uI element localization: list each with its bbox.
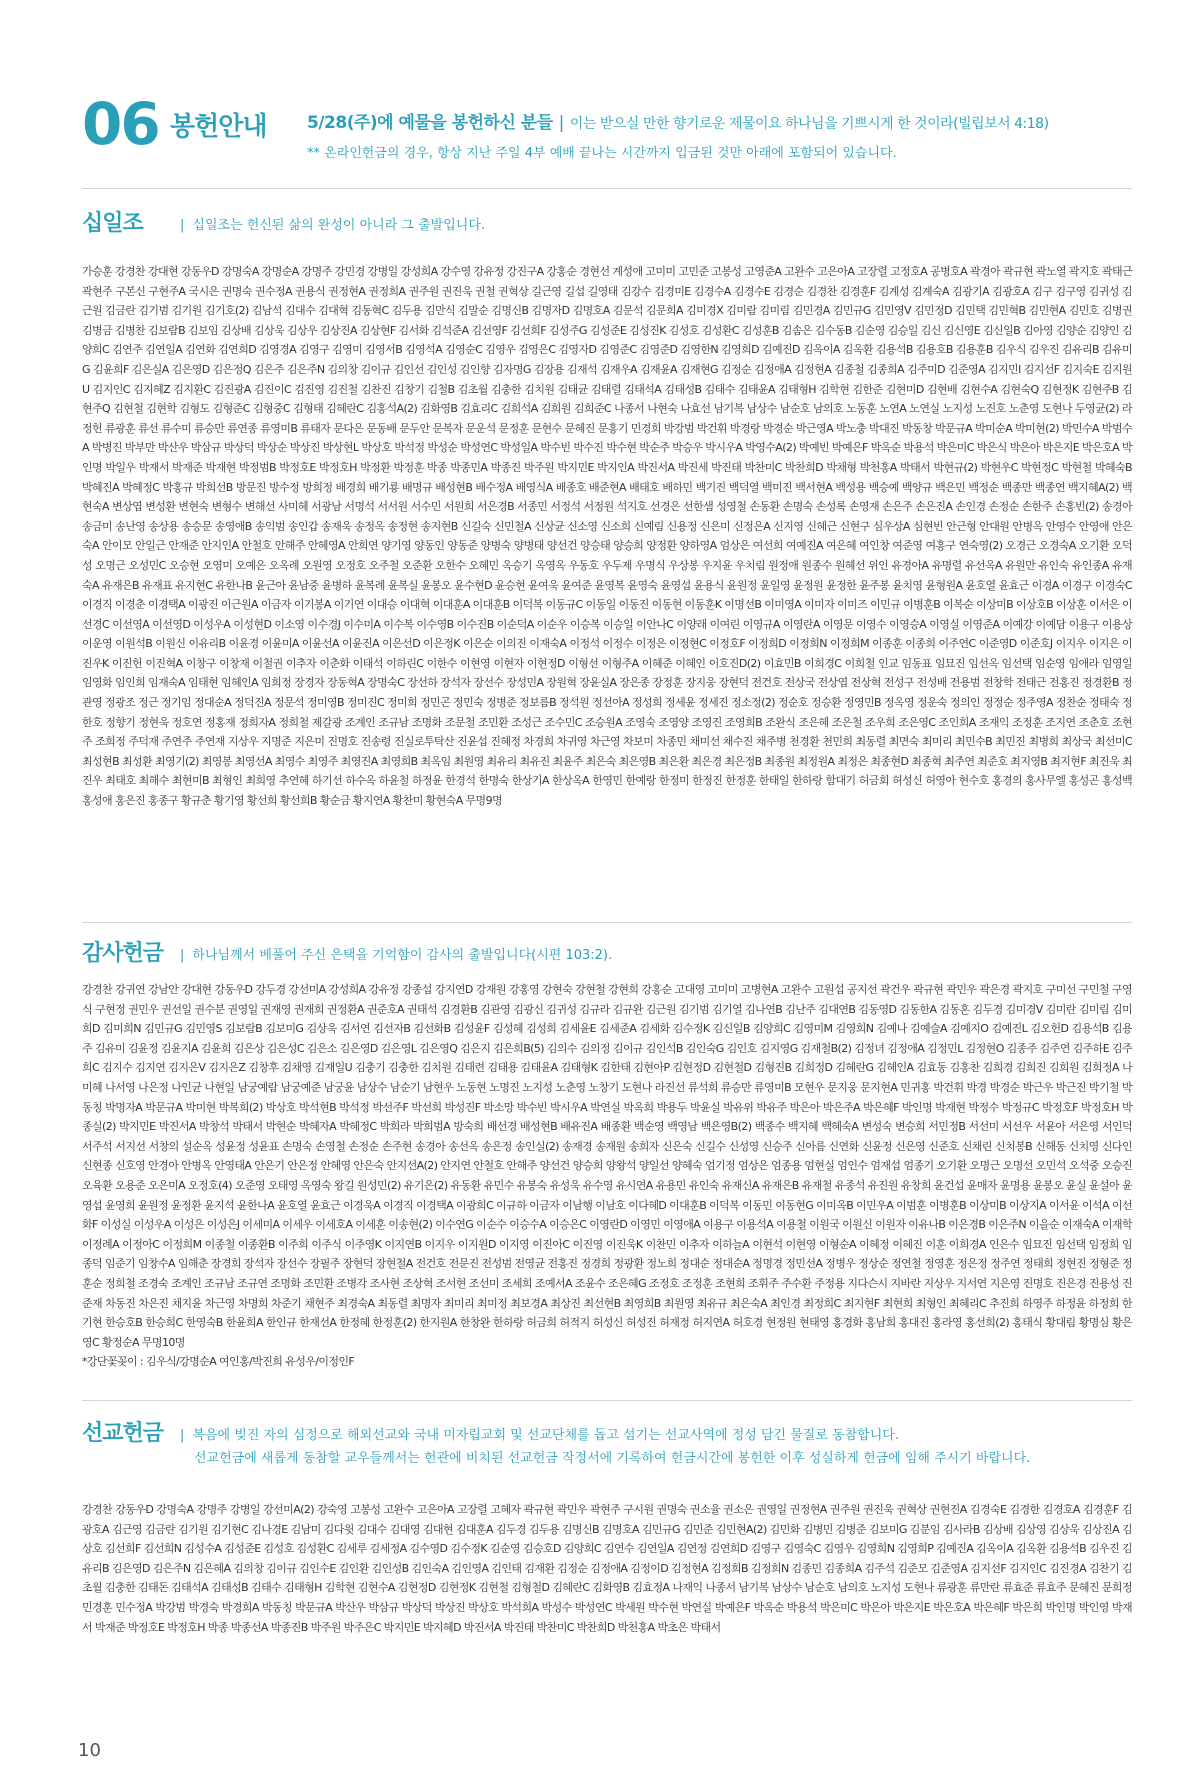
divider: [82, 922, 1132, 923]
missions-description-2: 선교헌금에 새롭게 동참할 교우들께서는 헌관에 비치된 선교헌금 작정서에 기록하여 헌금시간에 봉헌한 이후 성실하게 헌금에 임해 주시기 바랍니다.: [194, 1451, 1031, 1466]
tithe-description-line: [180, 214, 485, 233]
header-subtitle: 5/28(주)에 예물을 봉헌하신 분들: [307, 113, 553, 133]
divider: [82, 188, 1132, 189]
thanks-description-line: [180, 944, 612, 963]
online-offering-note: ** 온라인헌금의 경우, 항상 지난 주일 4부 예배 끝나는 시간까지 입금된 것만 아래에 포함되어 있습니다.: [307, 146, 897, 161]
thanks-names: [82, 980, 1132, 1372]
separator: |: [180, 948, 185, 963]
section-title: 봉헌안내: [170, 112, 267, 142]
separator: |: [180, 1428, 185, 1443]
divider: [82, 1400, 1132, 1401]
missions-title: 선교헌금: [82, 1421, 164, 1446]
thanks-names-text: 강경찬 강귀연 강남안 강대현 강동우D 강두경 강선미A 강성희A 강유정 강종섭 강지연D 강재원 강홍영 강현숙 강현철 강현희 강홍순 고대영 고미미 고병현A 고완수 고원섭 공지선 곽건우 곽규현 곽민우 곽은경 곽지호 구미선 구민철 구영식 구현정 권민우 권선일 권수분 권영일 권재영 권재희 권정환A 권준호A 권태석 김경환B 김관영 김광신 김귀성 김규라 김규완 김근원 김기범 김기열 김나연B 김난주 김대연B 김동영D 김동한A 김동혼 김두경 김미경V 김미란 김미림 김미희D 김미희N 김민규G 김민영S 김보람B 김보미G 김상욱 김서연 김선자B 김선화B 김성윤F 김성혜 김성희 김세윤E 김세준A 김세화 김수정K 김신일B 김양희C 김영미M 김영희N 김예나 김예슬A 김예지O 김예진L 김오헌D 김용석B 김용주 김유미 김윤정 김윤지A 김윤희 김은상 김은성C 김은소 김은영D 김은영L 김은영Q 김은지 김은희B(5) 김의수 김의정 김이규 김인석B 김인숙G 김인호 김지영G 김재철B(2) 김정녀 김정애A 김정민L 김정현O 김종주 김주연 김주하E 김주희C 김지수 김지연 김지은V 김지은Z 김창후 김채영 김재일U 김충기 김충한 김치원 김태련 김태용 김태윤A 김태형K 김한태 김현아P 김현정D 김현철D 김형진B 김희정D 김혜란G 김혜인A 김효동 김홍찬 김희경 김희진 김희원 김희정A 나미혜 나서영 나은정 나인균 나현일 남궁예람 남궁예준 남궁윤 남상수 남순기 남현우 노동현 노명진 노지성 노춘영 노창기 도현나 라진선 류석희 류승만 류영미B 모현우 문지웅 문지현A 민귀홍 박건휘 박경 박경순 박근우 박근진 박기철 박동칭 박명자A 박문규A 박미현 박복희(2) 박상호 박석현B 박석정 박선주F 박선희 박성진F 박소망 박수빈 박시우A 박연실 박옥희 박용두 박윤실 박유위 박유주 박은아 박은주A 박은혜F 박인명 박재현 박정수 박정규C 박정호F 박정호H 박종실(2) 박지민E 박진서A 박창석 박태서 박현순 박혜자A 박혜정C 박희라 박희범A 방숙희 배선경 배성현B 배유진A 배종환 백순영 백영남 백은영B(2) 백종수 백지혜 백혜숙A 변성숙 변승희 서민정B 서선미 서선우 서윤아 서은영 서인덕 서주석 서지선 서창의 설순옥 성윤정 성윤표 손명숙 손영철 손정순 손주현 송경아 송선옥 송은정 송인실(2) 송재경 송재원 송희자 신은숙 신길수 신성영 신승주 신아름 신연화 신윤정 신은영 신준호 신채린 신치봉B 신해동 신치영 신다인 신현종 신호영 안경아 안병옥 안영태A 안은기 안은정 안혜영 안은숙 안지선A(2) 안지연 안철호 안해주 양선건 양승희 양왕석 양일선 양혜숙 엄기정 엄상은 엄종용 엄현실 엄인수 엄재섭 엄종기 오기환 오명근 오명선 오민석 오석중 오승진 오육환 오용준 오은미A 오정호(4) 오준영 오태영 옥영숙 왕길 원성민(2) 유기은(2) 유동환 유민수 유봉숙 유성욱 유수영 유시연A 유용민 유인숙 유재신A 유재은B 유재철 유종석 유진원 유창희 윤건섭 윤매자 윤명용 윤봉오 윤실 윤설아 윤영섭 윤영희 윤원정 윤정환 윤지석 윤한나A 윤호열 윤효근 이경욱A 이경직 이경택A 이광희C 이규하 이금자 이남행 이남호 이다혜D 이대훈B 이덕복 이동민 이동현G 이미옥B 이민우A 이범훈 이병훈B 이상미B 이상지A 이서윤 이석A 이선화F 이성실 이성우A 이성은 이성은J 이세미A 이세우 이세호A 이세훈 이송현(2) 이수연G 이순수 이승수A 이승은C 이영란D 이영민 이영애A 이용구 이용석A 이용철 이원국 이원신 이원자 이유나B 이은경B 이은주N 이을순 이재숙A 이재학 이정례A 이정아C 이정희M 이종철 이종환B 이주희 이주식 이주영K 이지연B 이지우 이지원D 이지영 이진아C 이진영 이진욱K 이찬민 이추자 이하늘A 이현석 이현영 이형순A 이혜정 이혜진 이훈 이희경A 인은수 임묘진 임선택 임정희 임종덕 임준기 임창수A 임해춘 장경희 장석자 장선수 장필주 장현덕 장현철A 전건호 전문진 전성범 전영균 전홍진 정경희 정광환 정노희 정대순 정대순A 정명경 정민선A 정병우 정상순 정연철 정영훈 정은정 정주연 정태희 정현진 정형준 정훈순 정희철 조경숙 조계인 조규남 조규연 조명화 조민환 조병각 조사현 조상혁 조서현 조선미 조세희 조예서A 조윤수 조은혜G 조정호 조정훈 조현희 조휘주 주수환 주정용 지다슨시 지바란 지상우 지서연 지은영 진명호 진은경 진용성 진준재 차동진 차은진 채지윤 차근영 차명희 차준기 채현주 최경숙A 최동렬 최명자 최미리 최미정 최보경A 최상진 최선현B 최영희B 최원영 최유규 최은숙A 최인경 최정희C 최지현F 최현희 최형인 최혜리C 추진희 하영주 하정윤 하정희 한기현 한승호B 한승희C 한영숙B 한윤희A 한인규 한재선A 한정혜 한정훈(2) 한지원A 한창완 한하랑 허금희 허적지 허성신 허성진 허재정 허지연A 허호경 현정원 현태영 홍경화 홍남희 홍대진 홍라영 홍선희(2) 홍태식 황대림 황명심 황은영C 황정순A 무명10명: [82, 983, 1132, 1349]
page-header: [82, 92, 1142, 180]
section-number: 06: [82, 90, 159, 158]
tithe-description: 십일조는 헌신된 삶의 완성이 아니라 그 출발입니다.: [192, 218, 486, 233]
separator: |: [558, 113, 564, 133]
missions-description-block: [180, 1424, 1030, 1470]
missions-description: 복음에 빚진 자의 심정으로 해외선교와 국내 미자립교회 및 선교단체를 돕고 섬기는 선교사역에 정성 담긴 물질로 동참합니다.: [192, 1428, 899, 1443]
tithe-names: 가승훈 강경찬 강대현 강동우D 강명숙A 강명순A 강명주 강민경 강병일 강성희A 강수영 강유정 강진구A 강홍순 경현선 계성애 고미미 고민준 고봉성 고영준A 고완수 고은아A 고장렬 고정호A 공병호A 곽경아 곽규현 곽노열 곽지호 곽태근 곽현주 구본신 구현주A 국시은 권명숙 권수정A 권용식 권정현A 권정희A 권주원 권진욱 권철 권혁상 길근영 길섭 길영태 김강수 김경미E 김경수A 김경수E 김경순 김경찬 김경훈F 김계성 김계숙A 김광기A 김광호A 김구 김구영 김귀성 김근원 김금란 김기범 김기원 김기호(2) 김남석 김대수 김대혁 김동혁C 김두용 김만식 김말순 김명신B 김명자D 김명호A 김문석 김문희A 김미경X 김미람 김미림 김민경A 김민규G 김민영V 김민정D 김민택 김민혁B 김민현A 김민호 김병권 김병금 김병찬 김보람B 김보임 김상배 김상욱 김상우 김상진A 김상현F 김서화 김석준A 김선영F 김선희F 김성주G 김성준E 김성진K 김성호 김성환C 김성훈B 김솜은 김수동B 김순영 김승일 김신 김신영E 김신일B 김아영 김양순 김양인 김양희C 김연주 김연일A 김연화 김연희D 김영경A 김영구 김영미 김영서B 김영석A 김영순C 김영우 김영은C 김영자D 김영준C 김영준D 김영한N 김영희D 김예진D 김옥이A 김옥환 김용석B 김용호B 김용훈B 김우식 김우진 김유리B 김유미G 김윤희F 김은실A 김은영D 김은정Q 김은주 김은주N 김의창 김이규 김인선 김인성 김인향 김자명G 김장용 김재석 김재우A 김재윤A 김재현G 김정순 김정애A 김정현A 김종철 김종희A 김주미D 김준영A 김지민I 김지선F 김지숙E 김지원U 김지인C 김지혜Z 김지환C 김진광A 김진이C 김진영 김진철 김찬진 김창기 김철B 김초월 김충한 김치원 김태균 김태렬 김태석A 김태성B 김태수 김태윤A 김태형H 김학현 김한준 김현미D 김현배 김현수A 김현숙Q 김현정K 김현주B 김현주Q 김현철 김현학 김형도 김형준C 김형중C 김형태 김혜란C 김홍석A(2) 김화영B 김효리C 김희석A 김희원 김희준C 나종서 나현숙 나효선 남기복 남상수 남순호 남의호 노동훈 노연A 노연실 노지성 노진호 노춘영 도현나 두영균(2) 라정헌 류광훈 류선 류수미 류승만 류연종 류영미B 류태자 문다은 문동배 문두안 문복자 문운석 문정훈 문현수 문혜진 문홍기 민경희 박강범 박건휘 박경랑 박경순 박근영A 박노충 박대진 박동창 박문규A 박미순A 박미현(2) 박민수A 박범수A 박병진 박부만 박산우 박삼규 박상덕 박상순 박상진 박상현L 박상호 박석정 박성순 박성연C 박성일A 박수빈 박수진 박수현 박순주 박승우 박시우A 박영수A(2) 박예빈 박예은F 박옥순 박용석 박은미C 박은식 박은아 박은지E 박은호A 박인명 박일우 박재서 박재준 박재현 박정범B 박정호E 박정호H 박정환 박정훈 박종 박종민A 박종진 박주원 박지민E 박지인A 박진서A 박진세 박진태 박찬미C 박찬희D 박채형 박천홍A 박태서 박현규(2) 박현우C 박현정C 박현철 박혜숙B 박혜진A 박혜정C 박홍규 박희선B 방문진 방수정 방희정 배경희 배기룡 배명규 배성현B 배수정A 배영식A 배종호 배준현A 배태호 배하민 백기진 백덕열 백미진 백서현A 백성용 백승예 백양규 백은민 백정순 백종만 백종연 백지혜A(2) 백현숙A 변상엽 변성환 변현숙 변형수 변해선 사미혜 서광남 서명석 서서원 서수민 서원희 서은경B 서종민 서정석 서정원 석지호 선경은 선한샘 성영철 손동환 손명숙 손성록 손영재 손은주 손은진A 손인경 손정순 손한주 손홍빈(2) 송경아 송금미 송난영 송상용 송승문 송영애B 송익범 송인갑 송재욱 송정옥 송정현 송지현B 신길숙 신민철A 신상균 신소영 신소희 신예림 신용정 신은미 신정은A 신지영 신혜근 신현구 심우상A 심현빈 안근형 안대원 안병옥 안영수 안영애 안은숙A 안이모 안일근 안재준 안지인A 안철호 안해주 안혜영A 안희연 양기영 양동인 양동준 양병숙 양병태 양선건 양승태 양승희 양정환 양하영A 엄상은 여선희 여예진A 여은혜 여인창 여준영 여홍구 연숙영(2) 오경근 오경숙A 오기환 오덕성 오명근 오성민C 오승현 오영미 오예은 오옥례 오원영 오정호 오주철 오준환 오한수 오혜민 옥승기 옥영옥 우동호 우두제 우명식 우상봉 우지윤 우치림 원정애 원종수 원혜선 위인 유경아A 유명렬 유선옥A 유원만 유인숙 유인종A 유재숙A 유재은B 유재표 유지현C 유한나B 윤근아 윤남중 윤병하 윤복례 윤복실 윤봉오 윤수현D 윤승현 윤여욱 윤여준 윤영복 윤영숙 윤영섭 윤용식 윤원정 윤일영 윤정원 윤정한 윤주봉 윤치영 윤형원A 윤호열 윤효근 이경A 이경구 이경숙C 이경직 이경춘 이경택A 이광진 이근원A 이금자 이기봉A 이기연 이대승 이대혁 이대훈A 이대훈B 이덕복 이동규C 이동일 이동진 이동현 이동훈K 이명선B 이미영A 이미자 이미즈 이민규 이병훈B 이복순 이상미B 이상호B 이상훈 이서은 이선경C 이선영A 이선영D 이성우A 이성현D 이소영 이수경J 이수미A 이수복 이수영B 이수진B 이순덕A 이순우 이승복 이승일 이안나C 이양래 이여린 이영규A 이영란A 이영문 이영수 이영승A 이영실 이영준A 이예강 이예담 이용구 이용상 이운영 이원석B 이원신 이유리B 이윤경 이윤미A 이윤선A 이윤진A 이은선D 이은정K 이은순 이의진 이재숙A 이정석 이정수 이정은 이정현C 이정호F 이정희D 이정희N 이정희M 이종훈 이종희 이주연C 이준영D 이준호J 이지우 이지은 이진우K 이진헌 이진혁A 이창구 이창재 이철권 이추자 이춘화 이태석 이하린C 이한수 이현영 이현자 이현정D 이형선 이형주A 이혜준 이혜인 이호진D(2) 이효민B 이희경C 이희철 인교 임동표 임묘진 임선옥 임선택 임순영 임애라 임영일 임영화 임인희 임재숙A 임태현 임혜인A 임희정 장경자 장동혁A 장명숙C 장선하 장석자 장선수 장성민A 장원혁 장윤실A 장은종 장정훈 장지웅 장현덕 전건호 전상국 전상엽 전상혁 전성구 전성배 전용범 전창학 전태근 전홍진 정경환B 정관영 정광조 정근 정기임 정대순A 정덕진A 정문석 정미영B 정미진C 정미희 정민곤 정민숙 정병준 정보름B 정석원 정선아A 정성희 정세윤 정세진 정소정(2) 정순호 정승환 정영민B 정옥영 정운숙 정의인 정정순 정주영A 정찬순 정태숙 정한호 정향기 정현욱 정호연 정홍재 정희자A 정희철 제갈광 조계인 조규남 조명화 조문철 조민환 조성근 조수민C 조승원A 조영숙 조영양 조영진 조영희B 조완식 조은혜 조은철 조우희 조은영C 조인희A 조재익 조정훈 조지연 조춘호 조현주 조희정 주덕재 주연주 주연재 지상우 지명준 지은미 진명호 진송령 진실로투탁산 진윤섭 진혜정 차경희 차귀영 차근영 차보미 차종민 채미선 채수진 채주병 천경환 천민희 최동렬 최면숙 최미리 최민수B 최민진 최병희 최상국 최선미C 최성현B 최성환 최영기(2) 최영봉 최영선A 최영수 최영주 최영진A 최영희B 최옥임 최원영 최유리 최유진 최윤주 최은숙 최은영B 최은환 최은경 최은정B 최종원 최정원A 최정은 최종현D 최종혁 최주연 최준호 최지영B 최지현F 최진욱 최진우 최태호 최해수 최현미B 최형인 최희영 추연혜 하기선 하수옥 하윤철 하정윤 한경석 한명숙 한상기A 한상옥A 한영민 한예랑 한정미 한정진 한정훈 한태일 한하랑 함대기 허금회 허성신 허영아 현수호 홍경의 홍사무엘 홍성곤 홍성백 홍성애 홍은진 홍종구 황규춘 황기영 황선희 황선희B 황순금 황지연A 황찬미 황현숙A 무명9명: [82, 265, 1132, 808]
thanks-title: 감사헌금: [82, 941, 164, 966]
altar-flowers-footnote: *강단꽃꽂이 : 김우식/강명순A 여인홍/박진희 유성우/이정인F: [82, 1355, 355, 1369]
tithe-title: 십일조: [82, 211, 143, 236]
header-verse: 이는 받으실 만한 향기로운 제물이요 하나님을 기쁘시게 한 것이라(빌립보서 4:18): [569, 116, 1049, 132]
page-number: 10: [78, 1740, 101, 1761]
header-subtitle-line: [307, 108, 1049, 133]
thanks-description: 하나님께서 베풀어 주신 은택을 기억함이 감사의 출발입니다(시편 103:2).: [192, 948, 613, 963]
separator: |: [180, 218, 185, 233]
missions-names: 강경찬 강동우D 강명숙A 강명주 강병일 강선미A(2) 강숙영 고봉성 고완수 고은아A 고장렬 고혜자 곽규현 곽민우 곽현주 구시원 권명숙 권소율 권소은 권영일 권정현A 권주원 권진욱 권혁상 권현진A 김경숙E 김경한 김경호A 김경훈F 김광호A 김근영 김금란 김기원 김기현C 김나경E 김남미 김다윗 김대수 김대영 김대현 김대훈A 김두경 김두용 김명신B 김명호A 김민규G 김민준 김민현A(2) 김민화 김병민 김병준 김보미G 김분임 김사라B 김상배 김상영 김상욱 김상진A 김상호 김선희F 김선희N 김성수A 김성준E 김성호 김성환C 김세루 김세정A 김수영D 김수정K 김순영 김승호D 김양희C 김연수 김연일A 김연정 김연희D 김영구 김영숙C 김영우 김영희N 김영희P 김예진A 김옥이A 김옥환 김용석B 김우진 김유리B 김은영D 김은주N 김은혜A 김의창 김이규 김인수E 김인환 김인성B 김인숙A 김인영A 김인태 김재환 김정순 김정애A 김정이D 김정현A 김정희B 김정희N 김종민 김종희A 김주석 김준모 김준영A 김지선F 김지인C 김진경A 김찬기 김초월 김충한 김태돈 김태석A 김태성B 김태수 김태형H 김학현 김현수A 김현정D 김현정K 김현철 김형철D 김혜란C 김화영B 김효정A 나재익 나종서 남기복 남상수 남순호 남의호 노지성 도현나 류광훈 류만란 류효준 류효주 문혜진 문희정 민경훈 민수정A 박강범 박경숙 박경희A 박동칭 박문규A 박산우 박삼규 박상덕 박상진 박상호 박석희A 박성수 박성연C 박세원 박수현 박연실 박예은F 박옥순 박용석 박은미C 박은아 박은지E 박은호A 박은혜F 박은희 박인명 박인영 박재서 박재준 박정호E 박정호H 박종 박종선A 박종진B 박주원 박주은C 박지민E 박지혜D 박진서A 박진태 박찬미C 박찬희D 박천홍A 박초은 박태서: [82, 1503, 1132, 1634]
